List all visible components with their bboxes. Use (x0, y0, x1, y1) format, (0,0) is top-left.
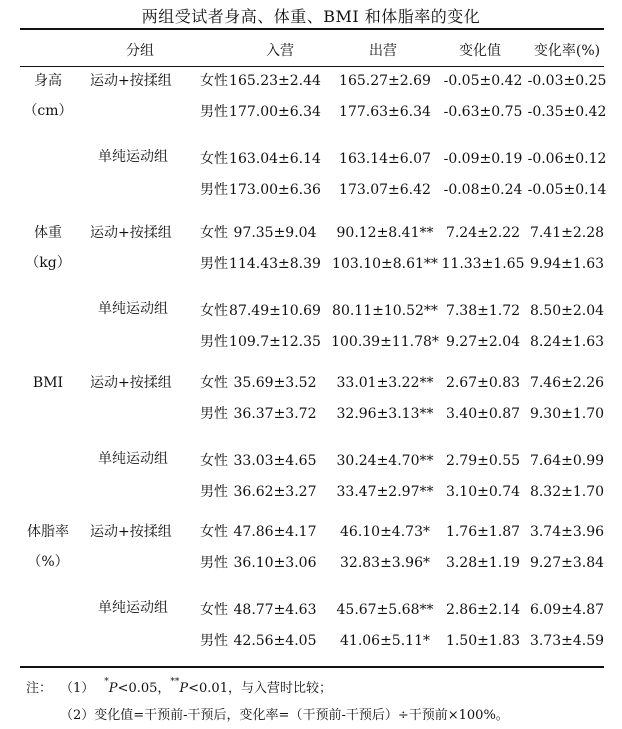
value-rate: 3.74±3.96 (529, 524, 605, 540)
value-rate: -0.35±0.42 (527, 104, 607, 120)
value-change: 7.24±2.22 (445, 225, 521, 241)
header-change: 变化值 (459, 43, 501, 59)
value-rate: 9.27±3.84 (529, 555, 605, 571)
note-1-text-1: <0.05， (117, 681, 171, 696)
value-change: 2.79±0.55 (445, 453, 521, 469)
value-in: 114.43±8.39 (229, 256, 321, 272)
value-in: 177.00±6.34 (229, 104, 321, 120)
value-in: 36.62±3.27 (233, 484, 317, 500)
value-change: 11.33±1.65 (441, 256, 525, 272)
group-label: 体重 (34, 225, 62, 241)
value-out: 41.06±5.11* (340, 633, 430, 649)
group-unit: （kg） (25, 255, 71, 271)
header-rate: 变化率(%) (533, 43, 601, 59)
value-change: 3.10±0.74 (445, 484, 521, 500)
subgroup-name: 单纯运动组 (98, 149, 168, 165)
sex-label: 男性 (200, 256, 228, 272)
value-change: 7.38±1.72 (445, 303, 521, 319)
group-label: 体脂率 (27, 524, 69, 540)
note-1-star-2: ** (170, 677, 180, 687)
value-in: 173.00±6.36 (229, 182, 321, 198)
value-rate: -0.05±0.14 (527, 182, 607, 198)
sex-label: 男性 (200, 182, 228, 198)
value-out: 100.39±11.78* (331, 334, 439, 350)
value-in: 97.35±9.04 (233, 225, 317, 241)
value-in: 47.86±4.17 (233, 524, 317, 540)
note-1-text-2: <0.01，与入营时比较； (188, 681, 332, 696)
value-in: 42.56±4.05 (233, 633, 317, 649)
note-1-p-1: P (108, 681, 118, 696)
sex-label: 女性 (200, 602, 228, 618)
sex-label: 女性 (200, 453, 228, 469)
value-out: 46.10±4.73* (340, 524, 430, 540)
value-rate: 3.73±4.59 (529, 633, 605, 649)
top-rule (20, 28, 604, 30)
value-out: 32.96±3.13** (336, 406, 434, 422)
sex-label: 男性 (200, 633, 228, 649)
value-change: 1.50±1.83 (445, 633, 521, 649)
value-change: 1.76±1.87 (445, 524, 521, 540)
value-out: 80.11±10.52** (332, 303, 438, 319)
value-out: 173.07±6.42 (339, 182, 431, 198)
value-change: 3.28±1.19 (445, 555, 521, 571)
value-in: 35.69±3.52 (233, 375, 317, 391)
sex-label: 女性 (200, 151, 228, 167)
value-rate: 7.46±2.26 (529, 375, 605, 391)
value-rate: -0.06±0.12 (527, 151, 607, 167)
sex-label: 女性 (200, 375, 228, 391)
sex-label: 男性 (200, 484, 228, 500)
value-in: 163.04±6.14 (229, 151, 321, 167)
value-out: 177.63±6.34 (339, 104, 431, 120)
value-out: 45.67±5.68** (336, 602, 434, 618)
value-change: 2.67±0.83 (445, 375, 521, 391)
value-change: -0.05±0.42 (443, 73, 523, 89)
note-prefix: 注： (26, 681, 53, 696)
group-unit: （%） (27, 554, 69, 570)
value-in: 165.23±2.44 (229, 73, 321, 89)
value-in: 36.10±3.06 (233, 555, 317, 571)
value-in: 36.37±3.72 (233, 406, 317, 422)
value-rate: 7.41±2.28 (529, 225, 605, 241)
value-out: 165.27±2.69 (339, 73, 431, 89)
value-out: 32.83±3.96* (340, 555, 430, 571)
header-in: 入营 (266, 43, 294, 59)
note-2: （2）变化值=干预前-干预后，变化率=（干预前-干预后）÷干预前×100%。 (60, 708, 509, 723)
sex-label: 女性 (200, 524, 228, 540)
note-1 (26, 677, 332, 696)
value-out: 33.47±2.97** (336, 484, 434, 500)
header-rule (20, 66, 604, 67)
value-rate: 8.24±1.63 (529, 334, 605, 350)
value-change: -0.63±0.75 (443, 104, 523, 120)
value-in: 109.7±12.35 (229, 334, 321, 350)
header-out: 出营 (369, 43, 397, 59)
note-1-number: （1） (60, 681, 95, 696)
subgroup-name: 单纯运动组 (98, 301, 168, 317)
value-rate: -0.03±0.25 (527, 73, 607, 89)
value-out: 30.24±4.70** (336, 453, 434, 469)
sex-label: 女性 (200, 225, 228, 241)
value-change: 2.86±2.14 (445, 602, 521, 618)
sex-label: 男性 (200, 555, 228, 571)
sex-label: 女性 (200, 303, 228, 319)
group-label: 身高 (34, 73, 62, 89)
subgroup-name: 单纯运动组 (98, 600, 168, 616)
value-out: 90.12±8.41** (336, 225, 434, 241)
subgroup-name: 单纯运动组 (98, 451, 168, 467)
sex-label: 男性 (200, 406, 228, 422)
value-change: 9.27±2.04 (445, 334, 521, 350)
value-in: 87.49±10.69 (229, 303, 321, 319)
value-out: 33.01±3.22** (336, 375, 434, 391)
value-rate: 8.50±2.04 (529, 303, 605, 319)
sex-label: 女性 (200, 73, 228, 89)
value-change: -0.08±0.24 (443, 182, 523, 198)
header-group: 分组 (126, 43, 154, 59)
value-rate: 9.30±1.70 (529, 406, 605, 422)
note-1-star-1: * (104, 677, 109, 687)
subgroup-name: 运动+按揉组 (90, 73, 172, 89)
value-out: 163.14±6.07 (339, 151, 431, 167)
group-label: BMI (32, 375, 64, 391)
value-rate: 9.94±1.63 (529, 256, 605, 272)
value-in: 48.77±4.63 (233, 602, 317, 618)
value-in: 33.03±4.65 (233, 453, 317, 469)
sex-label: 男性 (200, 334, 228, 350)
sex-label: 男性 (200, 104, 228, 120)
subgroup-name: 运动+按揉组 (90, 375, 172, 391)
value-change: -0.09±0.19 (443, 151, 523, 167)
table-title: 两组受试者身高、体重、BMI 和体脂率的变化 (141, 7, 481, 26)
note-1-p-2: P (179, 681, 189, 696)
value-change: 3.40±0.87 (445, 406, 521, 422)
value-rate: 8.32±1.70 (529, 484, 605, 500)
subgroup-name: 运动+按揉组 (90, 524, 172, 540)
subgroup-name: 运动+按揉组 (90, 225, 172, 241)
bottom-rule (20, 666, 604, 668)
group-unit: （cm） (23, 103, 73, 119)
value-out: 103.10±8.61** (332, 256, 438, 272)
value-rate: 7.64±0.99 (529, 453, 605, 469)
value-rate: 6.09±4.87 (529, 602, 605, 618)
